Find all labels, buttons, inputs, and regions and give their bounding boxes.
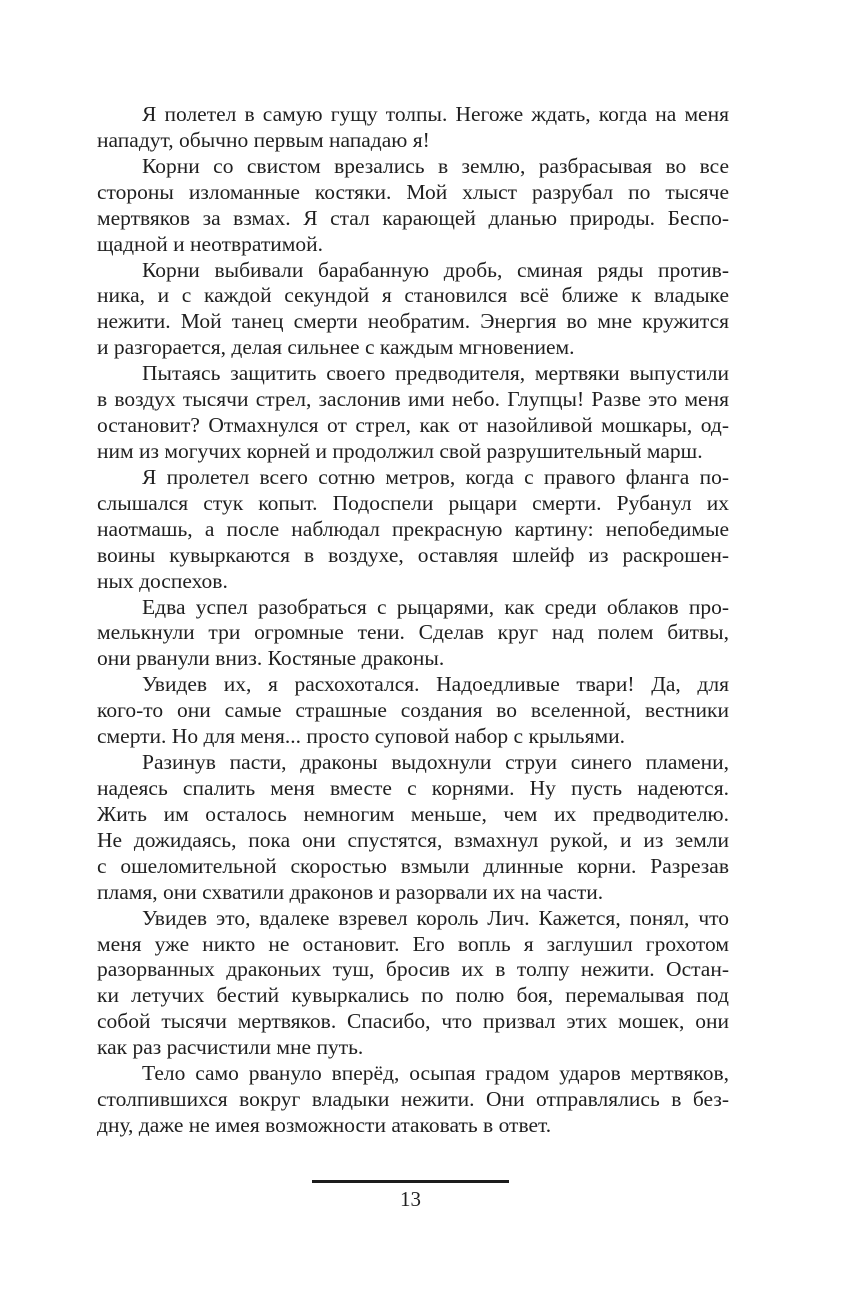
paragraph: [97, 750, 729, 906]
paragraph: [97, 465, 729, 595]
text-line: Едва успел разобраться с рыцарями, как среди облаков про-: [142, 594, 729, 619]
paragraph: [97, 906, 729, 1062]
text-line: наотмашь, а после наблюдал прекрасную картину: непобедимые: [97, 516, 729, 541]
text-line: пламя, они схватили драконов и разорвали их на части.: [97, 879, 604, 904]
paragraph: [97, 154, 729, 258]
text-line: столпившихся вокруг владыки нежити. Они отправлялись в без-: [97, 1087, 729, 1112]
text-line: воины кувыркаются в воздухе, оставляя шлейф из раскрошен-: [97, 542, 729, 567]
text-line: Тело само рвануло вперёд, осыпая градом ударов мертвяков,: [142, 1061, 729, 1086]
page-text: [97, 102, 729, 1139]
text-line: Я полетел в самую гущу толпы. Негоже ждать, когда на меня: [142, 102, 729, 126]
text-line: в воздух тысячи стрел, заслонив ими небо. Глупцы! Разве это меня: [97, 387, 729, 412]
text-line: ных доспехов.: [97, 568, 228, 593]
text-line: Жить им осталось немногим меньше, чем их предводителю.: [97, 801, 729, 826]
text-line: нежити. Мой танец смерти необратим. Энергия во мне кружится: [97, 309, 729, 334]
text-line: с ошеломительной скоростью взмыли длинные корни. Разрезав: [97, 853, 729, 878]
text-line: стороны изломанные костяки. Мой хлыст разрубал по тысяче: [97, 179, 729, 204]
text-line: дну, даже не имея возможности атаковать в ответ.: [97, 1112, 552, 1137]
text-line: Увидев это, вдалеке взревел король Лич. Кажется, понял, что: [142, 905, 729, 930]
text-line: щадной и неотвратимой.: [97, 231, 323, 256]
paragraph: [97, 1061, 729, 1139]
page-number: 13: [400, 1187, 421, 1211]
text-line: Увидев их, я расхохотался. Надоедливые твари! Да, для: [142, 672, 729, 697]
text-line: Корни со свистом врезались в землю, разбрасывая во все: [142, 153, 729, 178]
footer-rule: [312, 1180, 509, 1183]
text-line: Корни выбивали барабанную дробь, сминая ряды против-: [142, 257, 729, 282]
text-line: собой тысячи мертвяков. Спасибо, что призвал этих мошек, они: [97, 1009, 729, 1034]
text-line: Пытаясь защитить своего предводителя, мертвяки выпустили: [142, 361, 729, 386]
text-line: и разгорается, делая сильнее с каждым мгновением.: [97, 335, 575, 360]
text-line: Я пролетел всего сотню метров, когда с правого фланга по-: [142, 464, 729, 489]
text-line: разорванных драконьих туш, бросив их в толпу нежити. Остан-: [97, 957, 729, 982]
text-line: как раз расчистили мне путь.: [97, 1035, 364, 1060]
text-line: они рванули вниз. Костяные драконы.: [97, 646, 445, 671]
text-line: кого-то они самые страшные создания во вселенной, вестники: [97, 698, 729, 723]
paragraph: [97, 361, 729, 465]
text-line: слышался стук копыт. Подоспели рыцари смерти. Рубанул их: [97, 490, 729, 515]
text-line: Не дожидаясь, пока они спустятся, взмахнул рукой, и из земли: [97, 827, 729, 852]
text-line: остановит? Отмахнулся от стрел, как от назойливой мошкары, од-: [97, 413, 729, 438]
paragraph: [97, 102, 729, 154]
text-line: нападут, обычно первым нападаю я!: [97, 127, 430, 152]
paragraph: [97, 258, 729, 362]
text-line: надеясь спалить меня вместе с корнями. Ну пусть надеются.: [97, 775, 729, 800]
text-line: смерти. Но для меня... просто суповой набор с крыльями.: [97, 724, 625, 749]
text-line: меня уже никто не остановит. Его вопль я заглушил грохотом: [97, 931, 729, 956]
text-line: ним из могучих корней и продолжил свой разрушительный марш.: [97, 438, 703, 463]
paragraph: [97, 595, 729, 673]
text-line: ника, и с каждой секундой я становился всё ближе к владыке: [97, 283, 729, 308]
paragraph: [97, 672, 729, 750]
text-line: Разинув пасти, драконы выдохнули струи синего пламени,: [142, 750, 729, 775]
text-line: мелькнули три огромные тени. Сделав круг над полем битвы,: [97, 620, 729, 645]
text-line: ки летучих бестий кувыркались по полю боя, перемалывая под: [97, 983, 729, 1008]
text-line: мертвяков за взмах. Я стал карающей дланью природы. Беспо-: [97, 205, 729, 230]
